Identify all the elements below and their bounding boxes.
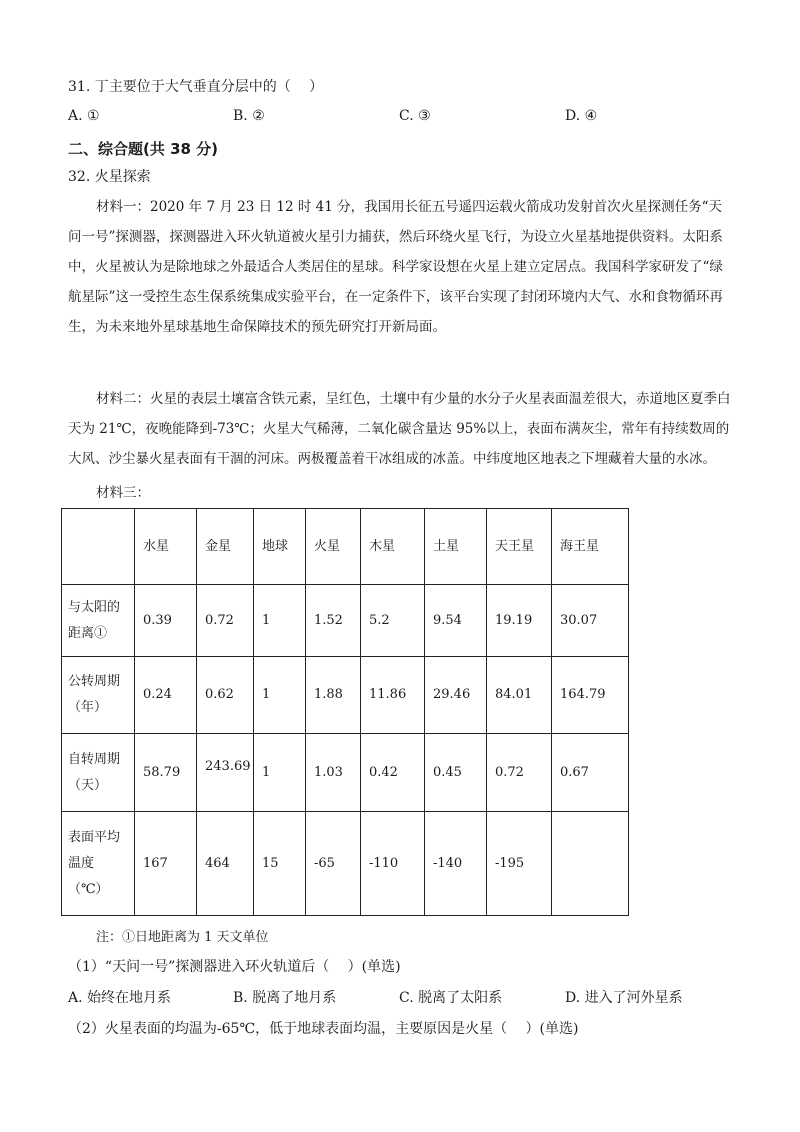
table-cell: 464 [197, 812, 254, 916]
table-cell: 164.79 [552, 657, 629, 734]
table-row [62, 734, 629, 812]
question-32-title: 32. 火星探索 [68, 169, 151, 185]
table-cell: 84.01 [487, 657, 552, 734]
header-cell: 地球 [254, 509, 306, 585]
table-cell: 243.69 [197, 734, 254, 812]
row-label-line: 距离① [68, 625, 108, 641]
table-cell: 0.62 [197, 657, 254, 734]
table-cell: -195 [487, 812, 552, 916]
material-one-text: 材料一：2020 年 7 月 23 日 12 时 41 分，我国用长征五号遥四运载火箭成功发射首次火星探测任务“天问一号”探测器，探测器进入环火轨道被火星引力捕获，然后环绕火星飞行，为设立火星基地提供资料。太阳系中，火星被认为是除地球之外最适合人类居住的星球。科学家设想在火星上建立定居点。我国科学家研发了“绿航星际”这一受控生态生保系统集成实验平台，在一定条件下，该平台实现了封闭环境内大气、水和食物循环再生，为未来地外星球基地生命保障技术的预先研究打开新局面。 [68, 199, 723, 335]
table-row [62, 812, 629, 916]
header-cell: 天王星 [487, 509, 552, 585]
row-label-line: （年） [68, 700, 108, 715]
q31-option-c: C. ③ [399, 108, 431, 124]
row-label-line: （℃） [68, 881, 109, 897]
sub1-option-b: B. 脱离了地月系 [233, 990, 337, 1006]
header-cell: 木星 [361, 509, 425, 585]
sub-question-1-stem: （1）“天问一号”探测器进入环火轨道后（ ）(单选) [68, 959, 401, 975]
table-cell: 9.54 [425, 585, 487, 657]
table-cell: 1.88 [306, 657, 361, 734]
table-cell: 29.46 [425, 657, 487, 734]
header-cell: 金星 [197, 509, 254, 585]
table-cell: 0.42 [361, 734, 425, 812]
section-heading: 二、综合题(共 38 分) [68, 140, 219, 158]
table-cell: -65 [306, 812, 361, 916]
table-note: 注：①日地距离为 1 天文单位 [96, 930, 269, 945]
row-label-line: 表面平均 [68, 829, 121, 845]
table-cell: 1.03 [306, 734, 361, 812]
table-cell: 30.07 [552, 585, 629, 657]
table-cell: -110 [361, 812, 425, 916]
header-cell [62, 509, 135, 585]
table-cell: 0.72 [487, 734, 552, 812]
row-label-line: 公转周期 [68, 674, 121, 689]
table-cell: 1 [254, 657, 306, 734]
table-cell: 11.86 [361, 657, 425, 734]
planet-data-table [61, 508, 629, 916]
q31-option-b: B. ② [233, 108, 265, 124]
table-cell: -140 [425, 812, 487, 916]
table-cell: 1.52 [306, 585, 361, 657]
table-cell: 0.72 [197, 585, 254, 657]
table-header-row [62, 509, 629, 585]
row-label-line: 与太阳的 [68, 599, 121, 615]
row-label [62, 657, 135, 734]
table-cell: 58.79 [135, 734, 197, 812]
table-cell: 0.39 [135, 585, 197, 657]
sub1-option-c: C. 脱离了太阳系 [399, 990, 503, 1006]
table-row [62, 585, 629, 657]
header-cell: 火星 [306, 509, 361, 585]
table-cell: 5.2 [361, 585, 425, 657]
q31-option-d: D. ④ [565, 108, 598, 124]
header-cell: 海王星 [552, 509, 629, 585]
row-label [62, 734, 135, 812]
row-label [62, 585, 135, 657]
table-cell: 19.19 [487, 585, 552, 657]
material-two-text: 材料二：火星的表层土壤富含铁元素，呈红色，土壤中有少量的水分子火星表面温差很大，赤道地区夏季白天为 21℃，夜晚能降到-73℃；火星大气稀薄，二氧化碳含量达 95%以上，表面布满灰尘，常年有持续数周的大风、沙尘暴火星表面有干涸的河床。两极覆盖着干冰组成的冰盖。中纬度地区地表之下埋藏着大量的水冰。 [68, 391, 731, 467]
row-label-line: （天） [68, 777, 108, 793]
header-cell: 水星 [135, 509, 197, 585]
material-two [68, 384, 733, 474]
table-cell: 1 [254, 585, 306, 657]
table-cell: 0.45 [425, 734, 487, 812]
material-three-label: 材料三： [96, 485, 150, 501]
sub1-option-d: D. 进入了河外星系 [565, 990, 683, 1006]
table-cell: 167 [135, 812, 197, 916]
question-31-stem: 31. 丁主要位于大气垂直分层中的（ ） [68, 79, 324, 95]
table-cell: 0.24 [135, 657, 197, 734]
header-cell: 土星 [425, 509, 487, 585]
table-cell: 0.67 [552, 734, 629, 812]
row-label-line: 温度 [68, 855, 95, 871]
q31-option-a: A. ① [68, 108, 100, 124]
sub-question-2-stem: （2）火星表面的均温为-65℃，低于地球表面均温，主要原因是火星（ ）(单选) [68, 1021, 579, 1037]
table-cell: 15 [254, 812, 306, 916]
table-cell: 1 [254, 734, 306, 812]
material-one [68, 192, 733, 342]
row-label-line: 自转周期 [68, 751, 121, 767]
table-cell [552, 812, 629, 916]
sub1-option-a: A. 始终在地月系 [68, 990, 172, 1006]
row-label [62, 812, 135, 916]
table-row [62, 657, 629, 734]
